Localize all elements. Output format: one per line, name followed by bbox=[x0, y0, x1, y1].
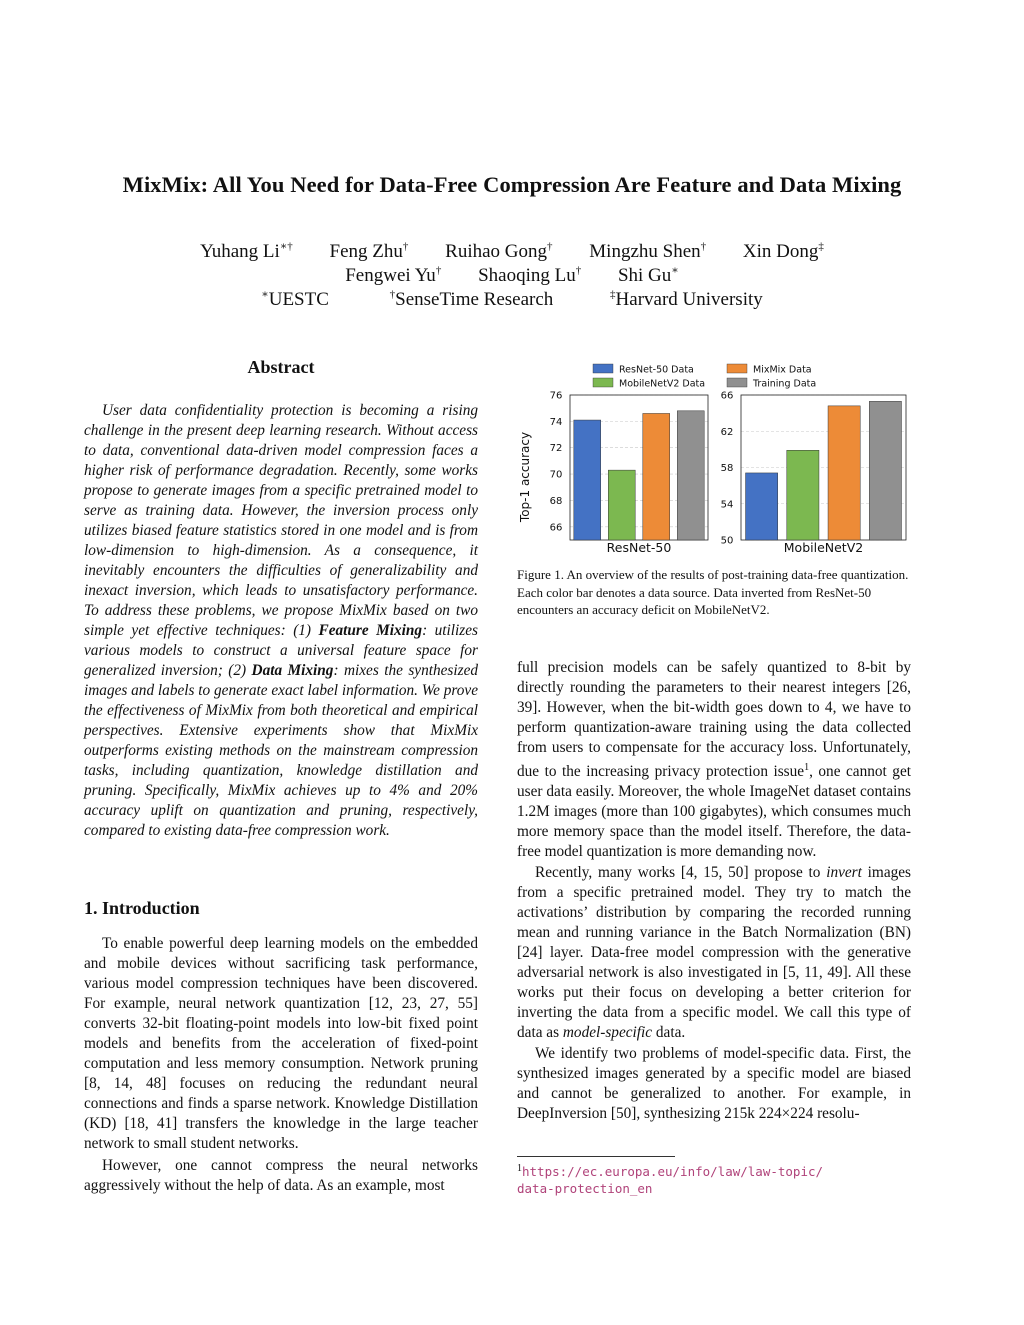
legend-swatch bbox=[593, 378, 613, 387]
bar bbox=[869, 401, 901, 540]
bar bbox=[643, 413, 670, 540]
tick-label: 70 bbox=[549, 469, 563, 481]
right-column-body bbox=[517, 658, 911, 1124]
y-axis-label: Top-1 accuracy bbox=[518, 431, 532, 523]
legend-label: MobileNetV2 Data bbox=[619, 378, 706, 390]
x-axis-label: MobileNetV2 bbox=[783, 540, 864, 555]
legend-label: MixMix Data bbox=[753, 364, 812, 376]
tick-label: 66 bbox=[549, 522, 563, 534]
x-axis-label: ResNet-50 bbox=[606, 540, 672, 555]
footnote-link[interactable]: data-protection_en bbox=[517, 1181, 653, 1197]
legend-label: Training Data bbox=[753, 378, 817, 390]
section-heading-introduction: 1. Introduction bbox=[84, 898, 200, 918]
tick-label: 68 bbox=[549, 495, 563, 507]
author: Yuhang Li∗† bbox=[200, 241, 293, 263]
paragraph: full precision models can be safely quantized to 8-bit by directly rounding the parameters to their nearest integers [26, 39]. However, when the bit-width goes down to 4, we have to perform quantization-aware training using the data collected from users to compensate for the accuracy loss. Unfortunately, due to the increasing privacy protection issue$^1$, one cannot get user data easily. Moreover, the whole ImageNet dataset contains 1.2M images (more than 100 gigabytes), which consumes much more memory space than the model itself. Therefore, the data-free model quantization is more demanding now. bbox=[517, 659, 911, 861]
author: Xin Dong‡ bbox=[742, 241, 824, 263]
tick-label: 76 bbox=[549, 390, 563, 402]
legend-label: ResNet-50 Data bbox=[619, 364, 694, 376]
affiliations bbox=[0, 288, 1024, 311]
tick-label: 58 bbox=[720, 463, 734, 474]
author-row-1 bbox=[0, 240, 1024, 263]
affiliation: ∗UESTC bbox=[261, 289, 329, 311]
bar bbox=[828, 406, 860, 540]
footnote-link[interactable]: https://ec.europa.eu/info/law/law-topic/ bbox=[522, 1164, 824, 1180]
author: Shaoqing Lu† bbox=[478, 265, 582, 287]
footnote: $^1$https://ec.europa.eu/info/law/law-topic/ data-protection_en bbox=[517, 1163, 824, 1197]
abstract-text: User data confidentiality protection is becoming a rising challenge in the present deep learning research. Without access to data, conventional data-driven model compression faces a higher risk of performance degradation. Recently, some works propose to generate images from a specific pretrained model to serve as training data. However, the inversion process only utilizes biased feature statistics stored in one model and is from low-dimension to high-dimension. As a consequence, it inevitably encounters the difficulties of generalizability and inexact inversion, which leads to unsatisfactory performance. To address these problems, we propose MixMix based on two simple yet effective techniques: (1) Feature Mixing: utilizes various models to construct a universal feature space for generalized inversion; (2) Data Mixing: mixes the synthesized images and labels to generate exact label information. We prove the effectiveness of MixMix from both theoretical and empirical perspectives. Extensive experiments show that MixMix outperforms existing methods on the mainstream compression tasks, including quantization, knowledge distillation and pruning. Specifically, MixMix achieves up to 4% and 20% accuracy uplift on quantization and pruning, respectively, compared to existing data-free compression work. bbox=[84, 402, 479, 839]
tick-label: 62 bbox=[720, 426, 734, 438]
author-row-2 bbox=[0, 264, 1024, 287]
tick-label: 54 bbox=[720, 499, 734, 511]
bar bbox=[608, 470, 635, 540]
bar bbox=[746, 473, 778, 540]
bar bbox=[574, 420, 601, 540]
paper-title: MixMix: All You Need for Data-Free Compression Are Feature and Data Mixing bbox=[122, 172, 902, 197]
bar bbox=[677, 411, 704, 540]
author: Shi Gu∗ bbox=[617, 265, 679, 287]
footnote-rule bbox=[517, 1156, 675, 1157]
tick-label: 50 bbox=[720, 535, 734, 547]
author: Ruihao Gong† bbox=[445, 241, 553, 263]
abstract-heading: Abstract bbox=[247, 357, 315, 377]
paragraph: However, one cannot compress the neural networks aggressively without the help of data. As an example, most bbox=[84, 1157, 478, 1194]
figure-caption: Figure 1. An overview of the results of post-training data-free quantization. Each color bar denotes a data source. Data inverted from ResNet-50 encounters an accuracy deficit on MobileNetV2. bbox=[517, 567, 909, 617]
tick-label: 72 bbox=[549, 443, 563, 455]
author: Mingzhu Shen† bbox=[589, 241, 707, 263]
tick-label: 66 bbox=[720, 390, 734, 402]
author: Feng Zhu† bbox=[329, 241, 409, 263]
legend-swatch bbox=[727, 364, 747, 373]
paragraph: We identify two problems of model-specific data. First, the synthesized images generated by a specific model are biased and cannot be generalized to another. For example, in DeepInversion [50], synthesizing 215k 224×224 resolu- bbox=[517, 1045, 911, 1123]
paragraph: To enable powerful deep learning models on the embedded and mobile devices without sacrificing task performance, various model compression techniques have been discovered. For example, neural network quantization [12, 23, 27, 55] converts 32-bit floating-point models into low-bit fixed point models and benefits from the acceleration of fixed-point computation and less memory consumption. Network pruning [8, 14, 48] focuses on reducing the redundant neural connections and finds a sparse network. Knowledge Distillation (KD) [18, 41] transfers the knowledge in the large teacher network to small student networks. bbox=[84, 935, 478, 1152]
introduction-body bbox=[84, 934, 478, 1196]
tick-label: 74 bbox=[549, 416, 563, 428]
affiliation: ‡Harvard University bbox=[610, 289, 763, 311]
legend-swatch bbox=[593, 364, 613, 373]
author: Fengwei Yu† bbox=[345, 265, 442, 287]
paragraph: Recently, many works [4, 15, 50] propose to invert images from a specific pretrained model. They try to match the activations’ distribution by comparing the recorded running mean and running variance in the Batch Normalization (BN) [24] layer. Data-free model compression with the generative adversarial network is also investigated in [5, 11, 49]. All these works put their focus on developing a better criterion for inverting the data from a specific model. We call this type of data as model-specific data. bbox=[517, 864, 911, 1042]
figure-1-chart bbox=[515, 362, 915, 562]
legend-swatch bbox=[727, 378, 747, 387]
affiliation: †SenseTime Research bbox=[389, 289, 554, 311]
bar bbox=[787, 450, 819, 540]
